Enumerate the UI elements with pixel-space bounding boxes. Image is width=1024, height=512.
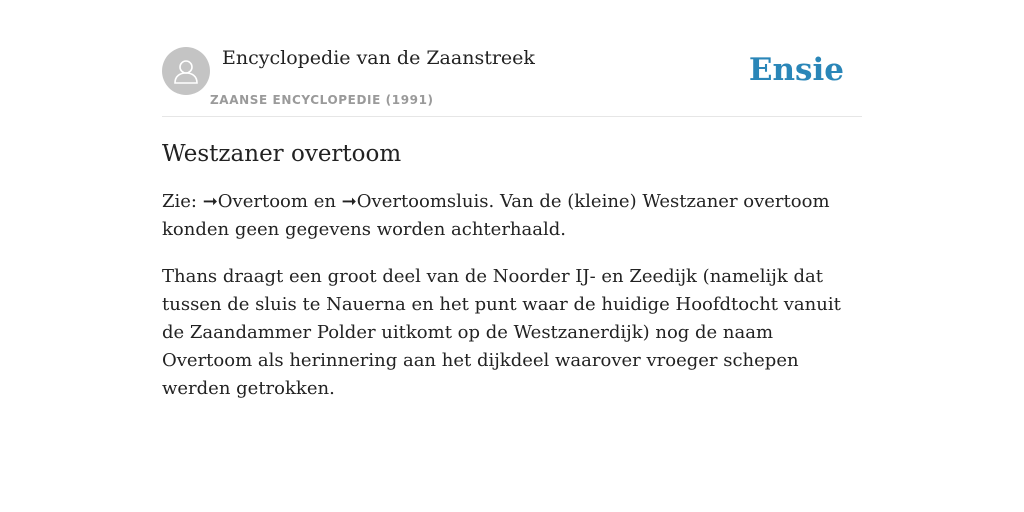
source-avatar[interactable] — [162, 47, 210, 95]
user-silhouette-icon — [172, 57, 200, 85]
xref-link-overtoom[interactable] — [203, 191, 308, 212]
see-prefix: Zie: — [162, 191, 203, 212]
article-paragraph-1 — [162, 188, 862, 244]
arrow-right-icon: ➞ — [341, 191, 357, 212]
conjunction-text: en — [307, 191, 342, 212]
article — [162, 138, 862, 422]
paragraph-1-rest: . Van de (kleine) Westzaner overtoom konden geen gegevens worden achterhaald. — [162, 191, 830, 240]
arrow-right-icon: ➞ — [202, 191, 218, 212]
article-title: Westzaner overtoom — [162, 141, 402, 167]
source-header — [162, 42, 862, 117]
xref-label-overtoomsluis: Overtoomsluis — [356, 191, 489, 212]
source-subtitle: ZAANSE ENCYCLOPEDIE (1991) — [210, 93, 434, 107]
article-paragraph-2: Thans draagt een groot deel van de Noorder IJ- en Zeedijk (namelijk dat tussen de sluis te Nauerna en het punt waar de huidige Hoofdtocht vanuit de Zaandammer Polder uitkomt op de Westzanerdijk) nog de naam Overtoom als herinnering aan het dijkdeel waarover vroeger schepen werden getrokken. — [162, 266, 841, 399]
xref-link-overtoomsluis[interactable] — [342, 191, 489, 212]
ensie-logo[interactable]: Ensie — [748, 52, 844, 88]
source-title[interactable]: Encyclopedie van de Zaanstreek — [222, 47, 535, 69]
xref-label-overtoom: Overtoom — [217, 191, 308, 212]
